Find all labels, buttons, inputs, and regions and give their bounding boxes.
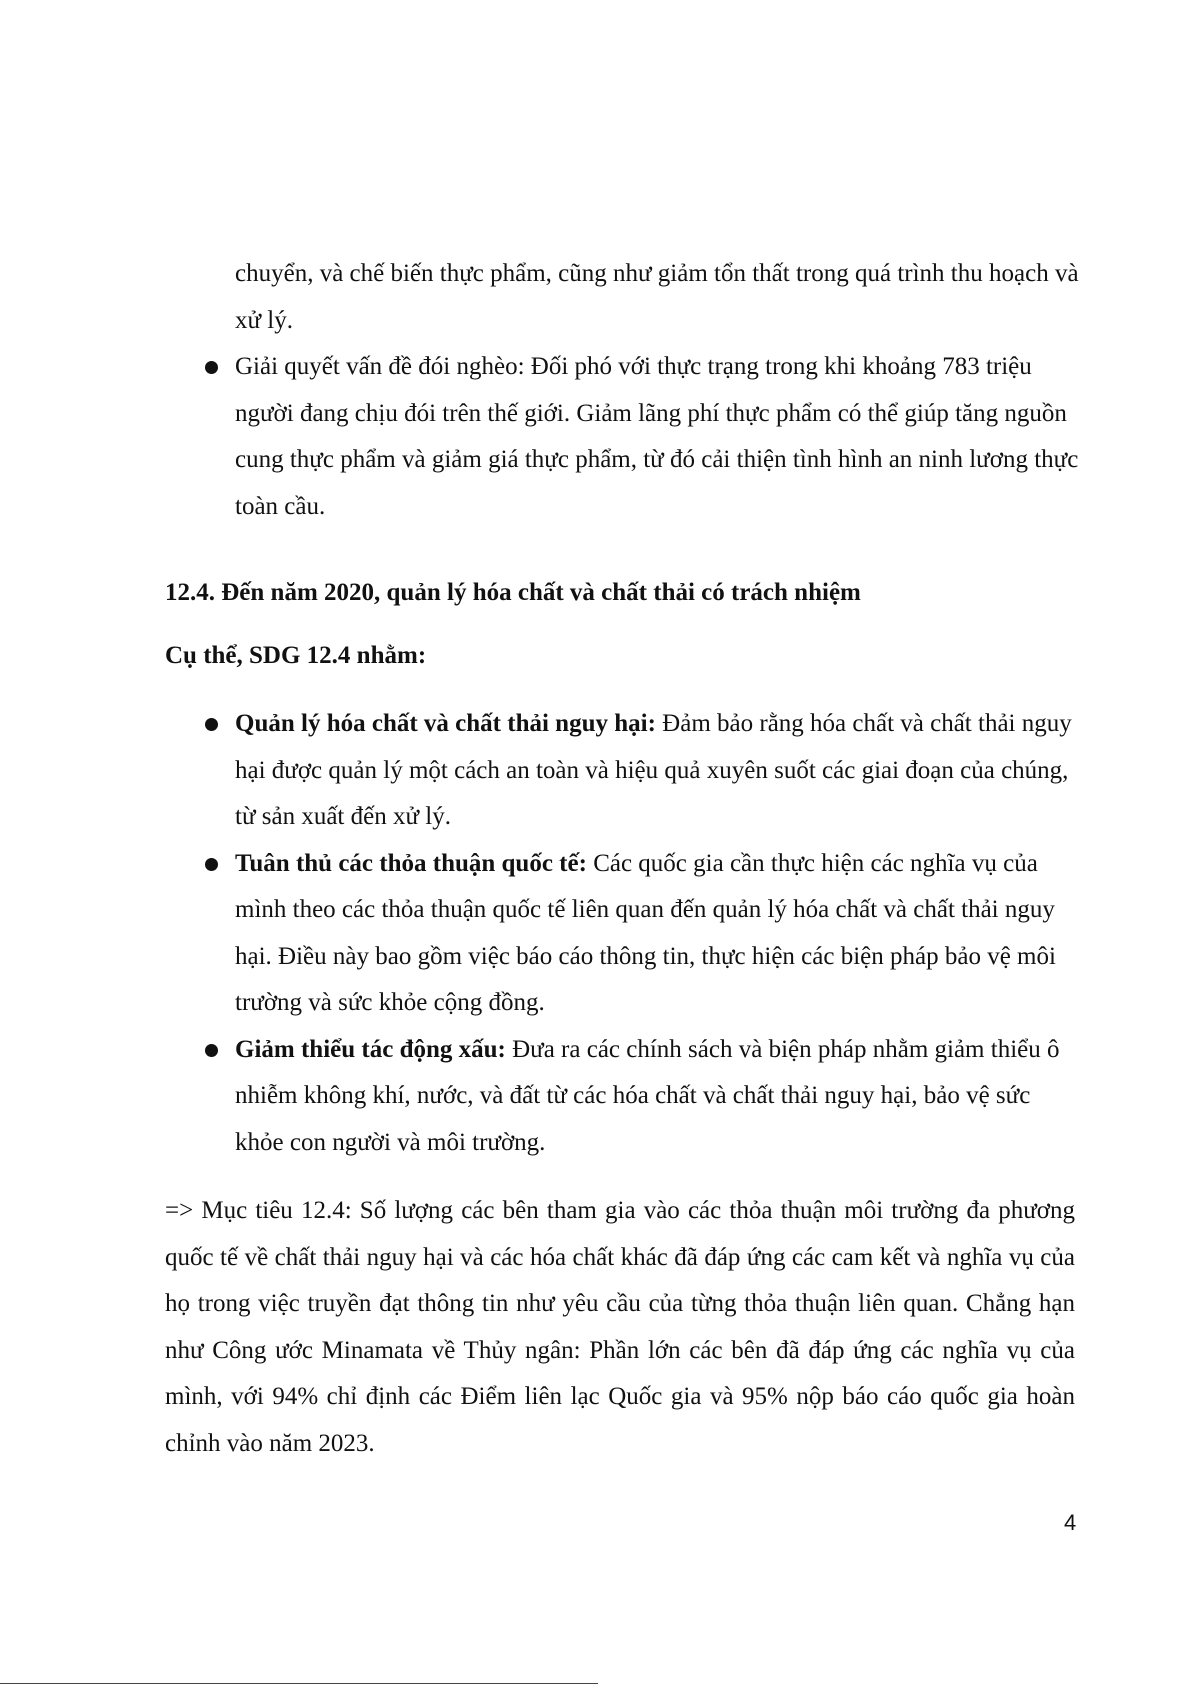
section-heading: 12.4. Đến năm 2020, quản lý hóa chất và chất thải có trách nhiệm (165, 579, 861, 606)
list-item-poverty (205, 344, 1085, 530)
list-item-text: Đảm bảo rằng hóa chất và chất thải nguy hại được quản lý một cách an toàn và hiệu quả xuyên suốt các giai đoạn của chúng, từ sản xuất đến xử lý. (235, 710, 1072, 830)
list-item-text: Các quốc gia cần thực hiện các nghĩa vụ của mình theo các thỏa thuận quốc tế liên quan đến quản lý hóa chất và chất thải nguy hại. Điều này bao gồm việc báo cáo thông tin, thực hiện các biện pháp bảo vệ môi trường và sức khỏe cộng đồng. (235, 849, 1056, 1016)
list-item-title: Tuân thủ các thỏa thuận quốc tế: (235, 849, 587, 877)
bullet-list-sdg-12-4 (205, 701, 1085, 1166)
page-number: 4 (1064, 1510, 1077, 1535)
bullet-icon (205, 718, 218, 731)
bullet-list-food-waste (205, 251, 1085, 530)
bullet-icon (205, 858, 218, 871)
conclusion-paragraph: => Mục tiêu 12.4: Số lượng các bên tham gia vào các thỏa thuận môi trường đa phương quốc tế về chất thải nguy hại và các hóa chất khác đã đáp ứng các cam kết và nghĩa vụ của họ trong việc truyền đạt thông tin như yêu cầu của từng thỏa thuận liên quan. Chẳng hạn như Công ước Minamata về Thủy ngân: Phần lớn các bên đã đáp ứng các nghĩa vụ của mình, với 94% chỉ định các Điểm liên lạc Quốc gia và 95% nộp báo cáo quốc gia hoàn chỉnh vào năm 2023. (165, 1197, 1075, 1457)
list-item-continuation (205, 251, 1085, 344)
list-item-title: Quản lý hóa chất và chất thải nguy hại: (235, 710, 656, 737)
list-item (205, 701, 1085, 841)
list-item-text: Đưa ra các chính sách và biện pháp nhằm giảm thiểu ô nhiễm không khí, nước, và đất từ các hóa chất và chất thải nguy hại, bảo vệ sức khỏe con người và môi trường. (235, 1035, 1060, 1156)
footer-divider (0, 1683, 598, 1684)
list-item-text: Giải quyết vấn đề đói nghèo: Đối phó với thực trạng trong khi khoảng 783 triệu người đang chịu đói trên thế giới. Giảm lãng phí thực phẩm có thể giúp tăng nguồn cung thực phẩm và giảm giá thực phẩm, từ đó cải thiện tình hình an ninh lương thực toàn cầu. (235, 353, 1079, 520)
list-item-title: Giảm thiểu tác động xấu: (235, 1035, 506, 1063)
bullet-icon (205, 1044, 218, 1057)
section-subheading: Cụ thể, SDG 12.4 nhằm: (165, 642, 427, 669)
list-item (205, 1027, 1085, 1167)
list-item-text: chuyển, và chế biến thực phẩm, cũng như giảm tổn thất trong quá trình thu hoạch và xử lý. (235, 260, 1079, 334)
bullet-icon (205, 361, 218, 374)
list-item (205, 841, 1085, 1027)
